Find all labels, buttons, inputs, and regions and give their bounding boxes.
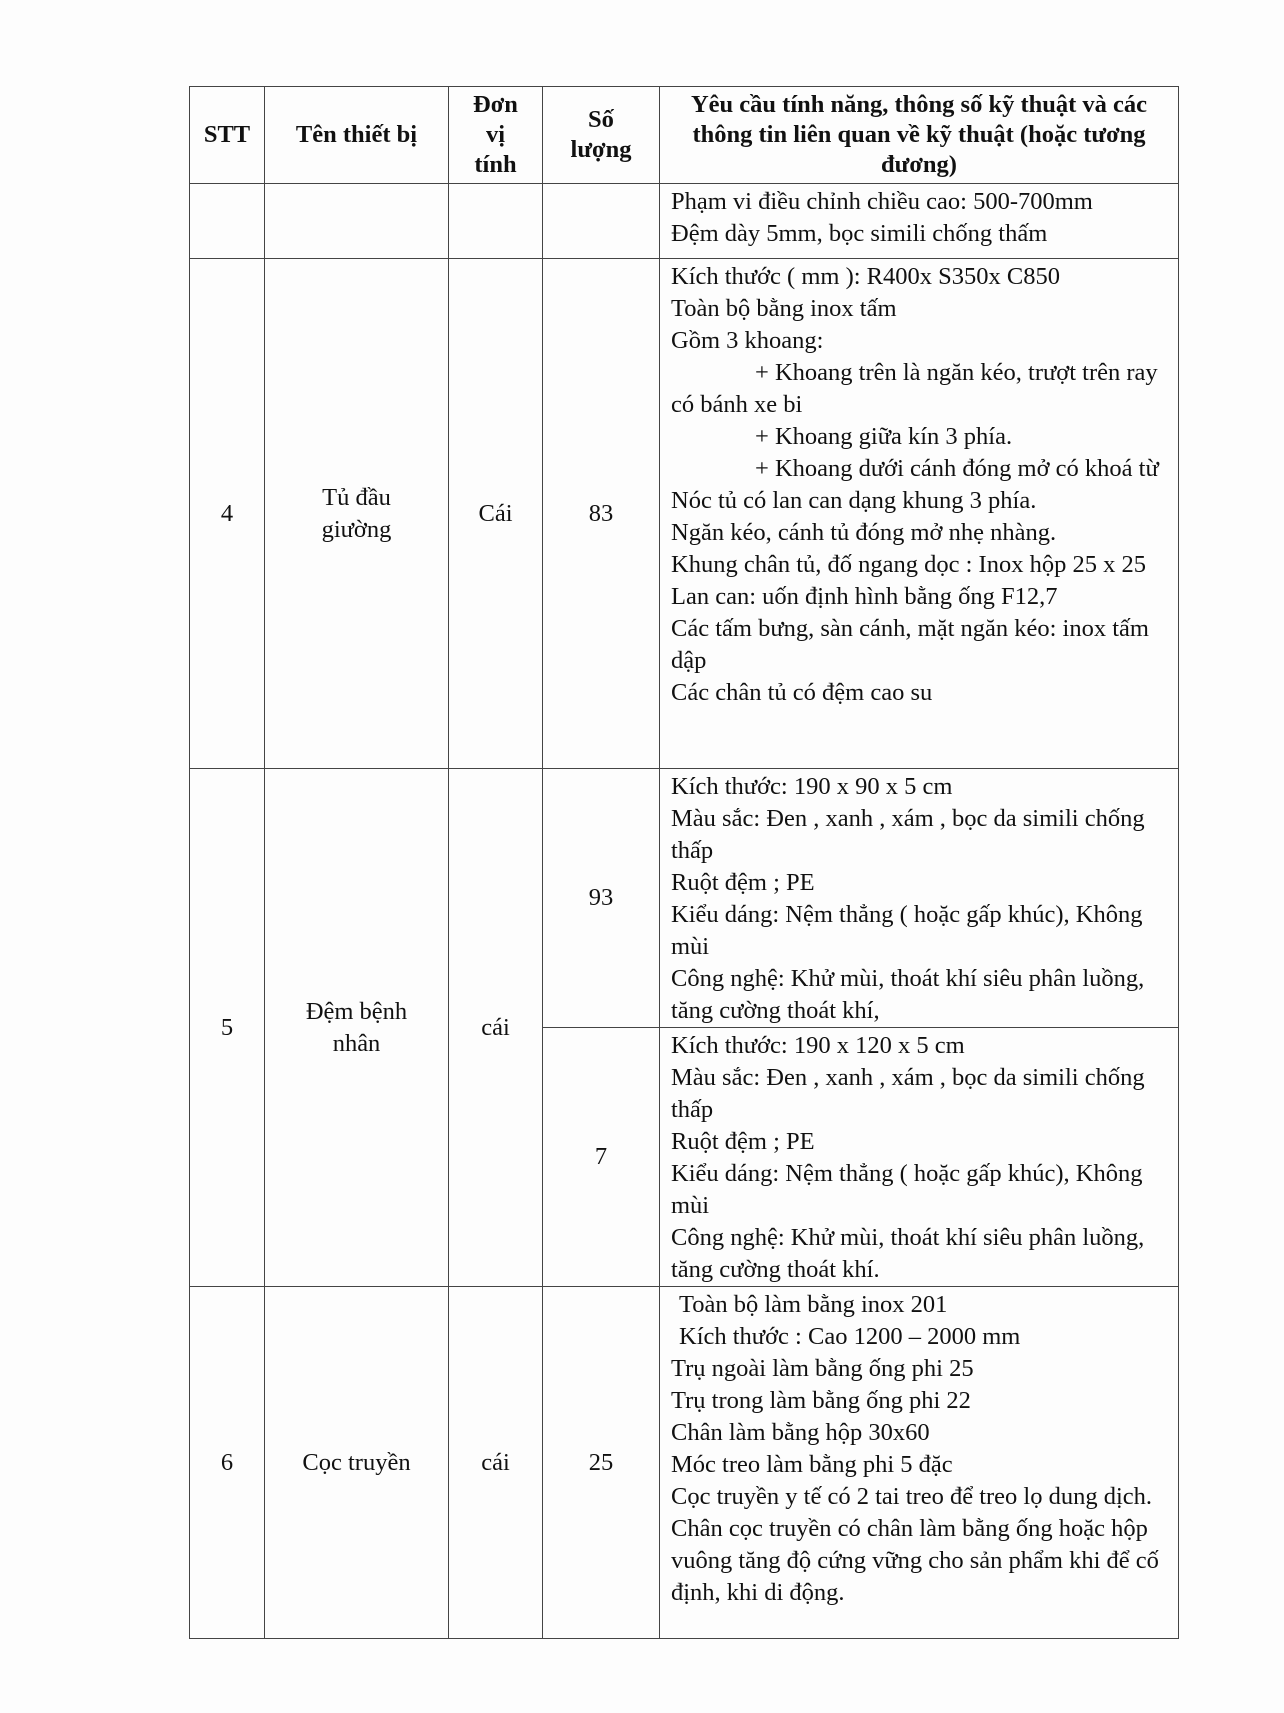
qty-cell: 83 [543,259,660,769]
spec-line: Chân làm bằng hộp 30x60 [671,1419,930,1446]
spec-line: Màu sắc: Đen , xanh , xám , bọc da simili chống thấp [671,805,1145,864]
header-qty [543,87,660,184]
header-spec: Yêu cầu tính năng, thông số kỹ thuật và các thông tin liên quan về kỹ thuật (hoặc tương đương) [660,87,1179,184]
header-unit-line: Đơn [473,91,518,118]
spec-line: Chân cọc truyền có chân làm bằng ống hoặc hộp vuông tăng độ cứng vững cho sản phẩm khi để cố định, khi di động. [671,1515,1159,1606]
header-stt: STT [190,87,265,184]
header-qty-line: Số [588,106,614,133]
spec-cell [660,259,1179,769]
spec-line: Màu sắc: Đen , xanh , xám , bọc da simili chống thấp [671,1064,1145,1123]
equipment-spec-table [189,86,1179,1639]
table-row [190,1287,1179,1639]
table-row [190,259,1179,769]
header-unit [449,87,543,184]
unit-cell: cái [449,1287,543,1639]
spec-line: Gồm 3 khoang: [671,327,824,354]
spec-line: Toàn bộ làm bằng inox 201 [679,1291,948,1318]
stt-cell: 6 [190,1287,265,1639]
name-cell: Cọc truyền [265,1287,449,1639]
spec-line: Kích thước: 190 x 120 x 5 cm [671,1032,965,1059]
table-row [190,184,1179,259]
spec-line: Cọc truyền y tế có 2 tai treo để treo lọ dung dịch. [671,1483,1153,1510]
header-unit-line: vị [485,121,506,148]
spec-line: Kích thước ( mm ): R400x S350x C850 [671,263,1060,290]
stt-cell [190,184,265,259]
spec-line: Toàn bộ bằng inox tấm [671,295,897,322]
name-cell: Tủ đầu giường [265,259,449,769]
stt-cell: 5 [190,769,265,1287]
qty-cell: 25 [543,1287,660,1639]
unit-cell: cái [449,769,543,1287]
spec-cell [660,1287,1179,1639]
spec-line: Công nghệ: Khử mùi, thoát khí siêu phân luồng, tăng cường thoát khí, [671,965,1145,1024]
name-cell [265,184,449,259]
spec-line: Móc treo làm bằng phi 5 đặc [671,1451,953,1478]
spec-line: Ruột đệm ; PE [671,1128,815,1155]
spec-line: Ngăn kéo, cánh tủ đóng mở nhẹ nhàng. [671,519,1057,546]
spec-line: + Khoang giữa kín 3 phía. [755,423,1013,450]
spec-line: Kích thước: 190 x 90 x 5 cm [671,773,953,800]
name-cell: Đệm bệnh nhân [265,769,449,1287]
header-unit-line: tính [474,151,517,178]
spec-line: Kiểu dáng: Nệm thẳng ( hoặc gấp khúc), Không mùi [671,901,1143,960]
qty-cell [543,184,660,259]
spec-line: Nóc tủ có lan can dạng khung 3 phía. [671,487,1037,514]
header-name: Tên thiết bị [265,87,449,184]
spec-line: Kiểu dáng: Nệm thẳng ( hoặc gấp khúc), Không mùi [671,1160,1143,1219]
spec-line: Khung chân tủ, đố ngang dọc : Inox hộp 25 x 25 [671,551,1146,578]
table-row [190,769,1179,1028]
spec-line: Trụ ngoài làm bằng ống phi 25 [671,1355,974,1382]
spec-cell [660,184,1179,259]
header-qty-line: lượng [570,136,632,163]
spec-line: Ruột đệm ; PE [671,869,815,896]
stt-cell: 4 [190,259,265,769]
unit-cell: Cái [449,259,543,769]
spec-line: + Khoang trên là ngăn kéo, trượt trên ray có bánh xe bi [671,359,1158,418]
spec-line: Các chân tủ có đệm cao su [671,679,933,706]
unit-cell [449,184,543,259]
spec-line: Kích thước : Cao 1200 – 2000 mm [679,1323,1021,1350]
qty-cell: 7 [543,1028,660,1287]
spec-line: Trụ trong làm bằng ống phi 22 [671,1387,971,1414]
spec-line: Các tấm bưng, sàn cánh, mặt ngăn kéo: inox tấm dập [671,615,1149,674]
spec-line: Phạm vi điều chỉnh chiều cao: 500-700mm [671,188,1093,215]
spec-line: Lan can: uốn định hình bằng ống F12,7 [671,583,1058,610]
spec-cell [660,1028,1179,1287]
spec-line: Công nghệ: Khử mùi, thoát khí siêu phân luồng, tăng cường thoát khí. [671,1224,1145,1283]
spec-line: + Khoang dưới cánh đóng mở có khoá từ [755,455,1159,482]
spec-line: Đệm dày 5mm, bọc simili chống thấm [671,220,1048,247]
qty-cell: 93 [543,769,660,1028]
header-row [190,87,1179,184]
spec-cell [660,769,1179,1028]
